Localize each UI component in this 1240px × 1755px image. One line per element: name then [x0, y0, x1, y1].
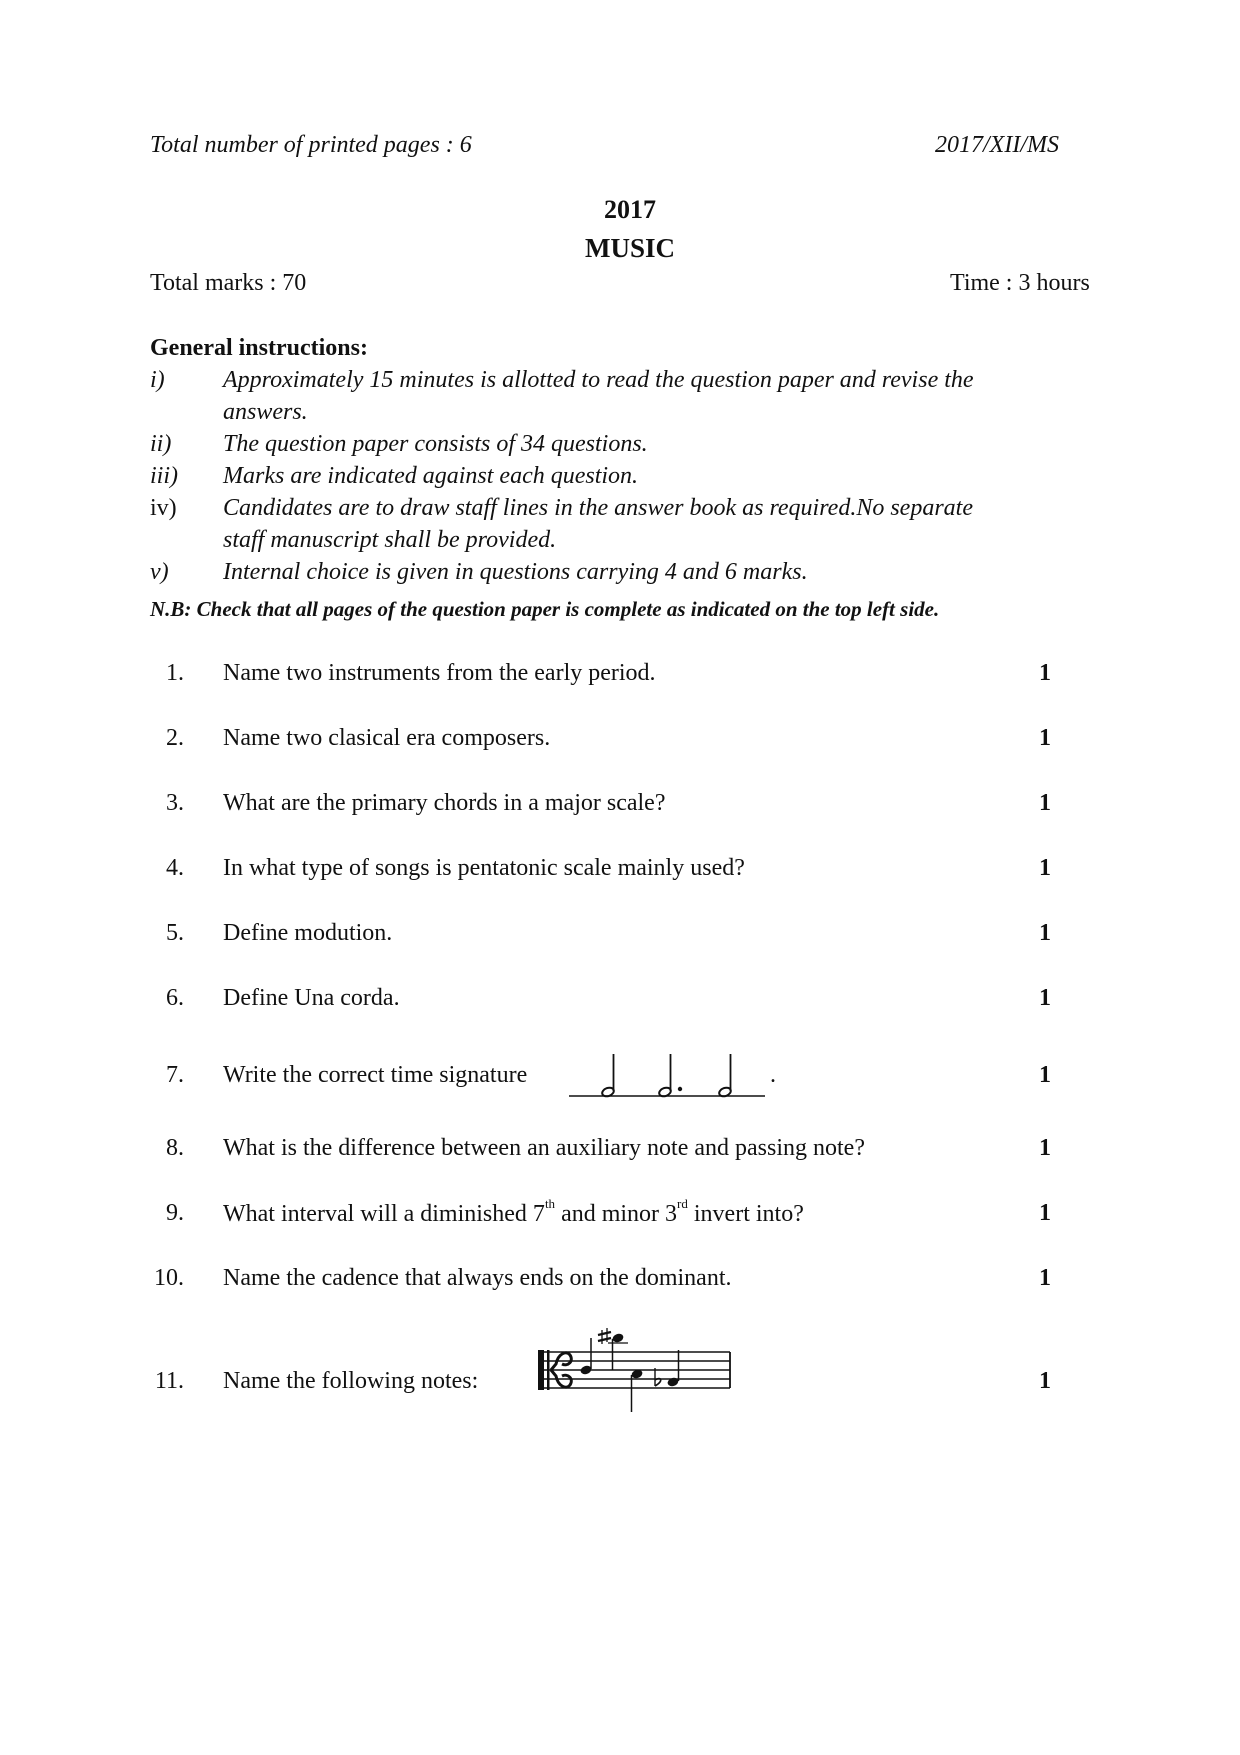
question-text: In what type of songs is pentatonic scale mainly used?: [223, 855, 745, 881]
note-1: [579, 1338, 592, 1376]
instruction-number: iii): [150, 463, 178, 489]
question-suffix: .: [770, 1062, 776, 1088]
question-text: Name two clasical era composers.: [223, 725, 551, 751]
printed-pages-note: Total number of printed pages : 6: [150, 132, 472, 158]
question-text: Write the correct time signature: [223, 1062, 528, 1088]
instruction-text: Internal choice is given in questions carrying 4 and 6 marks.: [223, 559, 808, 585]
half-note: [718, 1054, 732, 1098]
instruction-text: staff manuscript shall be provided.: [223, 527, 557, 553]
note-3: [630, 1368, 643, 1412]
question-number: 10.: [154, 1265, 184, 1291]
question-marks: 1: [1039, 1062, 1051, 1088]
instruction-number: i): [150, 367, 165, 393]
question-text: Name the cadence that always ends on the dominant.: [223, 1265, 732, 1291]
exam-subject: MUSIC: [584, 233, 675, 263]
half-note: [601, 1054, 615, 1098]
question-text-part: What interval will a diminished 7: [223, 1201, 545, 1227]
question-text: What are the primary chords in a major scale?: [223, 790, 666, 816]
total-marks: Total marks : 70: [150, 270, 307, 296]
nb-note: N.B: Check that all pages of the question paper is complete as indicated on the top left side.: [150, 597, 940, 621]
instruction-number: v): [150, 559, 169, 585]
note-2-sharp: [598, 1328, 628, 1370]
instruction-text: The question paper consists of 34 questions.: [223, 431, 648, 457]
time-allowed: Time : 3 hours: [950, 270, 1090, 296]
question-text: Name two instruments from the early period.: [223, 660, 656, 686]
instruction-text: Candidates are to draw staff lines in the answer book as required.No separate: [223, 495, 973, 521]
instruction-text: Marks are indicated against each question.: [223, 463, 639, 489]
question-number: 2.: [166, 725, 184, 751]
instruction-text: Approximately 15 minutes is allotted to read the question paper and revise the: [223, 367, 974, 393]
question-text: Define Una corda.: [223, 985, 400, 1011]
question-marks: 1: [1039, 1135, 1051, 1161]
exam-year: 2017: [604, 195, 656, 224]
rhythm-figure: [565, 1045, 765, 1105]
superscript: rd: [677, 1196, 688, 1211]
question-number: 1.: [166, 660, 184, 686]
question-text-part: invert into?: [687, 1201, 804, 1227]
question-marks: 1: [1039, 1265, 1051, 1291]
question-marks: 1: [1039, 855, 1051, 881]
question-number: 3.: [166, 790, 184, 816]
question-number: 6.: [166, 985, 184, 1011]
question-text: Name the following notes:: [223, 1368, 479, 1394]
question-text: [223, 1196, 804, 1228]
dotted-half-note: [658, 1054, 682, 1098]
superscript: th: [544, 1196, 556, 1211]
question-text-part: and minor 3: [555, 1201, 678, 1227]
paper-code: 2017/XII/MS: [935, 132, 1059, 158]
question-marks: 1: [1039, 1368, 1051, 1394]
question-number: 5.: [166, 920, 184, 946]
question-marks: 1: [1039, 660, 1051, 686]
question-marks: 1: [1039, 725, 1051, 751]
instructions-heading: General instructions:: [150, 335, 368, 361]
question-number: 4.: [166, 855, 184, 881]
question-number: 11.: [154, 1368, 184, 1394]
notes-figure: [530, 1328, 730, 1428]
instruction-number: ii): [150, 431, 172, 457]
note-4-flat: [655, 1350, 680, 1388]
question-marks: 1: [1039, 985, 1051, 1011]
instruction-number: iv): [150, 495, 177, 521]
question-number: 8.: [166, 1135, 184, 1161]
staff-lines: [538, 1352, 730, 1390]
question-number: 9.: [166, 1200, 184, 1226]
question-number: 7.: [166, 1062, 184, 1088]
question-marks: 1: [1039, 920, 1051, 946]
question-marks: 1: [1039, 790, 1051, 816]
question-text: Define modution.: [223, 920, 393, 946]
question-text: What is the difference between an auxiliary note and passing note?: [223, 1135, 865, 1161]
instruction-text: answers.: [223, 399, 308, 425]
question-marks: 1: [1039, 1200, 1051, 1226]
